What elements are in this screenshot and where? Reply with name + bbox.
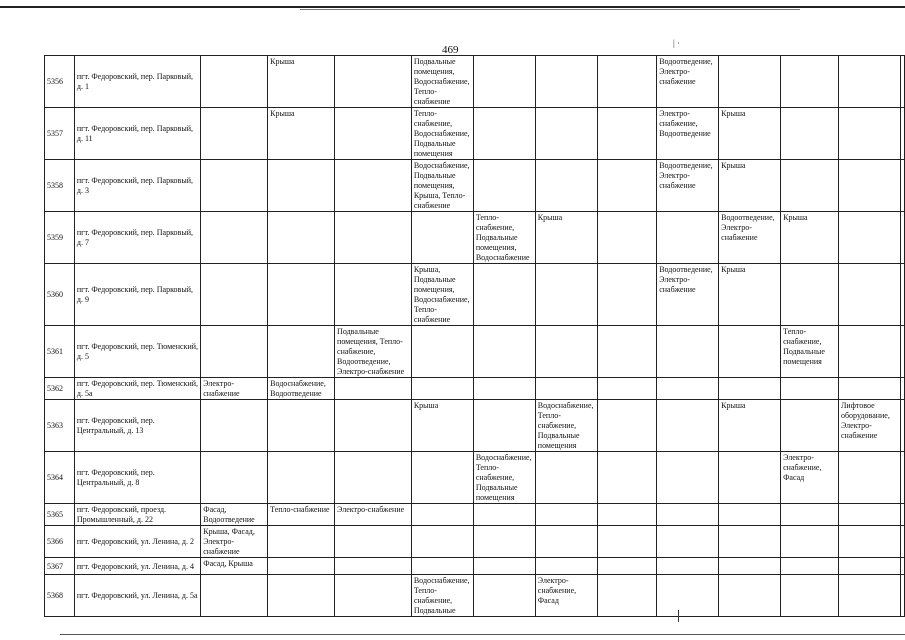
work-type-cell: Водоснабжение, Тепло-снабжение, Подвальные [411, 575, 473, 617]
page-number: 469 [442, 44, 459, 56]
table-row [45, 504, 905, 526]
work-type-cell [473, 558, 535, 575]
work-type-cell [473, 160, 535, 212]
work-type-cell [838, 504, 900, 526]
work-type-cell [781, 575, 839, 617]
work-type-cell [781, 378, 839, 400]
work-type-cell: Электро-снабжение [201, 378, 268, 400]
work-type-cell: Водоснабжение, Тепло-снабжение, Подвальные помещения [473, 452, 535, 504]
work-type-cell: Электро-снабжение [335, 504, 412, 526]
work-type-cell [781, 504, 839, 526]
address-cell: пгт. Федоровский, пер. Парковый, д. 7 [74, 212, 200, 264]
work-type-cell: Крыша [411, 400, 473, 452]
work-type-cell [597, 452, 656, 504]
work-type-cell [597, 504, 656, 526]
table-row [45, 108, 905, 160]
work-type-cell: Тепло-снабжение, Водоснабжение, Подвальные помещения [411, 108, 473, 160]
work-type-cell: Фасад, Крыша [201, 558, 268, 575]
work-type-cell [719, 452, 781, 504]
address-cell: пгт. Федоровский, пер. Центральный, д. 8 [74, 452, 200, 504]
row-number: 5356 [45, 56, 75, 108]
work-type-cell [781, 108, 839, 160]
work-type-cell [838, 378, 900, 400]
work-type-cell [597, 575, 656, 617]
work-type-cell: Электро-снабжение, Фасад [535, 575, 597, 617]
work-type-cell [411, 526, 473, 558]
work-type-cell [335, 212, 412, 264]
row-number: 5359 [45, 212, 75, 264]
work-type-cell [335, 575, 412, 617]
work-type-cell: Крыша [535, 212, 597, 264]
work-type-cell [597, 264, 656, 326]
work-type-cell [335, 378, 412, 400]
row-number: 5366 [45, 526, 75, 558]
work-type-cell [657, 504, 719, 526]
work-type-cell: Водоснабжение, Тепло-снабжение, Подвальные помещения [535, 400, 597, 452]
row-number: 5360 [45, 264, 75, 326]
work-type-cell [901, 575, 905, 617]
work-type-cell [268, 575, 335, 617]
work-type-cell [535, 558, 597, 575]
work-type-cell [535, 264, 597, 326]
address-cell: пгт. Федоровский, пер. Парковый, д. 1 [74, 56, 200, 108]
address-cell: пгт. Федоровский, ул. Ленина, д. 5а [74, 575, 200, 617]
work-type-cell: Водоотведение, Электро-снабжение [719, 212, 781, 264]
work-type-cell [335, 160, 412, 212]
work-type-cell [838, 108, 900, 160]
table-row [45, 400, 905, 452]
work-type-cell [535, 56, 597, 108]
row-number: 5358 [45, 160, 75, 212]
work-type-cell: Водоотведение, Электро-снабжение [657, 160, 719, 212]
work-type-cell [201, 160, 268, 212]
work-type-cell [657, 212, 719, 264]
work-type-cell: Крыша [719, 108, 781, 160]
table-row [45, 326, 905, 378]
work-type-cell [838, 526, 900, 558]
work-type-cell [411, 452, 473, 504]
work-type-cell [901, 378, 905, 400]
margin-tick [678, 610, 679, 622]
work-type-cell: Крыша, Фасад, Электро-снабжение [201, 526, 268, 558]
work-type-cell [335, 558, 412, 575]
work-type-cell [657, 526, 719, 558]
work-type-cell [335, 56, 412, 108]
work-type-cell [597, 526, 656, 558]
work-type-cell: Водоотведение, Электро-снабжение [657, 264, 719, 326]
work-type-cell [335, 108, 412, 160]
work-type-cell [335, 526, 412, 558]
work-type-cell: Лифтовое оборудование, Электро-снабжение [838, 400, 900, 452]
work-type-cell [901, 264, 905, 326]
work-type-cell [201, 326, 268, 378]
work-type-cell [201, 575, 268, 617]
work-type-cell [838, 264, 900, 326]
work-type-cell [719, 378, 781, 400]
work-type-cell [268, 212, 335, 264]
work-type-cell [268, 160, 335, 212]
work-type-cell [657, 400, 719, 452]
address-cell: пгт. Федоровский, проезд. Промышленный, д. 22 [74, 504, 200, 526]
work-type-cell [901, 526, 905, 558]
work-type-cell [781, 558, 839, 575]
work-type-cell [719, 504, 781, 526]
work-type-cell [901, 108, 905, 160]
work-type-cell [335, 452, 412, 504]
work-type-cell [411, 558, 473, 575]
work-type-cell [838, 558, 900, 575]
work-type-cell [657, 452, 719, 504]
work-type-cell [335, 400, 412, 452]
work-type-cell [901, 56, 905, 108]
table-row [45, 452, 905, 504]
work-type-cell [657, 558, 719, 575]
work-type-cell: Крыша [719, 160, 781, 212]
work-type-cell: Крыша [268, 56, 335, 108]
address-cell: пгт. Федоровский, пер. Центральный, д. 13 [74, 400, 200, 452]
work-type-cell: Водоснабжение, Подвальные помещения, Крыша, Тепло-снабжение [411, 160, 473, 212]
work-type-cell [781, 264, 839, 326]
work-type-cell: Крыша [719, 264, 781, 326]
work-type-cell: Подвальные помещения, Водоснабжение, Тепло-снабжение [411, 56, 473, 108]
bottom-border-line [60, 634, 905, 635]
work-type-cell [535, 504, 597, 526]
address-cell: пгт. Федоровский, пер. Парковый, д. 11 [74, 108, 200, 160]
work-type-cell: Электро-снабжение, Водоотведение [657, 108, 719, 160]
work-type-cell [473, 56, 535, 108]
work-type-cell [597, 326, 656, 378]
work-type-cell [838, 56, 900, 108]
work-type-cell: Тепло-снабжение [268, 504, 335, 526]
row-number: 5367 [45, 558, 75, 575]
work-type-cell: Крыша [268, 108, 335, 160]
work-type-cell [838, 326, 900, 378]
work-type-cell [838, 452, 900, 504]
work-type-cell [473, 326, 535, 378]
work-type-cell: Тепло-снабжение, Подвальные помещения [781, 326, 839, 378]
work-type-cell [201, 452, 268, 504]
work-type-cell [535, 160, 597, 212]
work-type-cell [597, 212, 656, 264]
table-row [45, 575, 905, 617]
work-type-cell [268, 526, 335, 558]
work-type-cell [781, 160, 839, 212]
work-type-cell [719, 56, 781, 108]
work-type-cell: Водоотведение, Электро-снабжение [657, 56, 719, 108]
work-type-cell [901, 558, 905, 575]
work-type-cell [473, 526, 535, 558]
margin-mark: | · [673, 38, 681, 48]
work-type-cell: Крыша [719, 400, 781, 452]
work-type-cell [535, 378, 597, 400]
work-type-cell [657, 378, 719, 400]
row-number: 5364 [45, 452, 75, 504]
work-type-cell [597, 108, 656, 160]
work-type-cell [719, 558, 781, 575]
address-cell: пгт. Федоровский, пер. Парковый, д. 3 [74, 160, 200, 212]
work-type-cell [597, 56, 656, 108]
address-cell: пгт. Федоровский, пер. Тюменский, д. 5а [74, 378, 200, 400]
work-type-cell [473, 504, 535, 526]
top-border-line [0, 6, 905, 8]
top-border-line-thin [300, 9, 800, 10]
work-type-cell [838, 575, 900, 617]
work-type-cell [411, 378, 473, 400]
work-type-cell [201, 400, 268, 452]
work-type-cell [268, 400, 335, 452]
row-number: 5368 [45, 575, 75, 617]
work-type-cell [597, 558, 656, 575]
work-type-cell [901, 160, 905, 212]
table-row [45, 558, 905, 575]
address-cell: пгт. Федоровский, пер. Парковый, д. 9 [74, 264, 200, 326]
work-type-cell [901, 504, 905, 526]
address-cell: пгт. Федоровский, пер. Тюменский, д. 5 [74, 326, 200, 378]
work-type-cell [268, 452, 335, 504]
work-type-cell: Тепло-снабжение, Подвальные помещения, Водоснабжение [473, 212, 535, 264]
work-type-cell [719, 326, 781, 378]
table-row [45, 526, 905, 558]
work-type-cell: Крыша [781, 212, 839, 264]
work-type-cell [335, 264, 412, 326]
work-type-cell [535, 326, 597, 378]
work-type-cell [268, 558, 335, 575]
table-row [45, 56, 905, 108]
work-type-cell [597, 400, 656, 452]
work-type-cell [838, 212, 900, 264]
row-number: 5357 [45, 108, 75, 160]
work-type-cell [473, 378, 535, 400]
table-body [45, 56, 905, 617]
work-type-cell [411, 504, 473, 526]
work-type-cell [901, 212, 905, 264]
work-type-cell [473, 575, 535, 617]
work-type-cell [719, 575, 781, 617]
work-type-cell: Крыша, Подвальные помещения, Водоснабжение, Тепло-снабжение [411, 264, 473, 326]
work-type-cell [597, 378, 656, 400]
work-type-cell [411, 326, 473, 378]
work-type-cell [901, 452, 905, 504]
work-type-cell [201, 108, 268, 160]
row-number: 5363 [45, 400, 75, 452]
work-type-cell [838, 160, 900, 212]
work-type-cell [657, 575, 719, 617]
work-type-cell [781, 56, 839, 108]
work-type-cell: Подвальные помещения, Тепло-снабжение, Водоотведение, Электро-снабжение [335, 326, 412, 378]
work-type-cell [901, 400, 905, 452]
work-type-cell [781, 526, 839, 558]
work-type-cell [473, 400, 535, 452]
work-type-cell [719, 526, 781, 558]
work-type-cell [268, 326, 335, 378]
table-row [45, 160, 905, 212]
work-type-cell [597, 160, 656, 212]
table-row [45, 212, 905, 264]
work-type-cell [201, 56, 268, 108]
work-type-cell [201, 212, 268, 264]
repair-schedule-table [44, 55, 905, 617]
row-number: 5362 [45, 378, 75, 400]
row-number: 5365 [45, 504, 75, 526]
row-number: 5361 [45, 326, 75, 378]
work-type-cell [535, 526, 597, 558]
table-row [45, 378, 905, 400]
table-row [45, 264, 905, 326]
work-type-cell [473, 264, 535, 326]
work-type-cell [535, 452, 597, 504]
work-type-cell [657, 326, 719, 378]
address-cell: пгт. Федоровский, ул. Ленина, д. 4 [74, 558, 200, 575]
work-type-cell [411, 212, 473, 264]
work-type-cell [473, 108, 535, 160]
work-type-cell [535, 108, 597, 160]
work-type-cell [781, 400, 839, 452]
work-type-cell [201, 264, 268, 326]
address-cell: пгт. Федоровский, ул. Ленина, д. 2 [74, 526, 200, 558]
work-type-cell [268, 264, 335, 326]
work-type-cell: Фасад, Водоотведение [201, 504, 268, 526]
work-type-cell [901, 326, 905, 378]
work-type-cell: Водоснабжение, Водоотведение [268, 378, 335, 400]
work-type-cell: Электро-снабжение, Фасад [781, 452, 839, 504]
